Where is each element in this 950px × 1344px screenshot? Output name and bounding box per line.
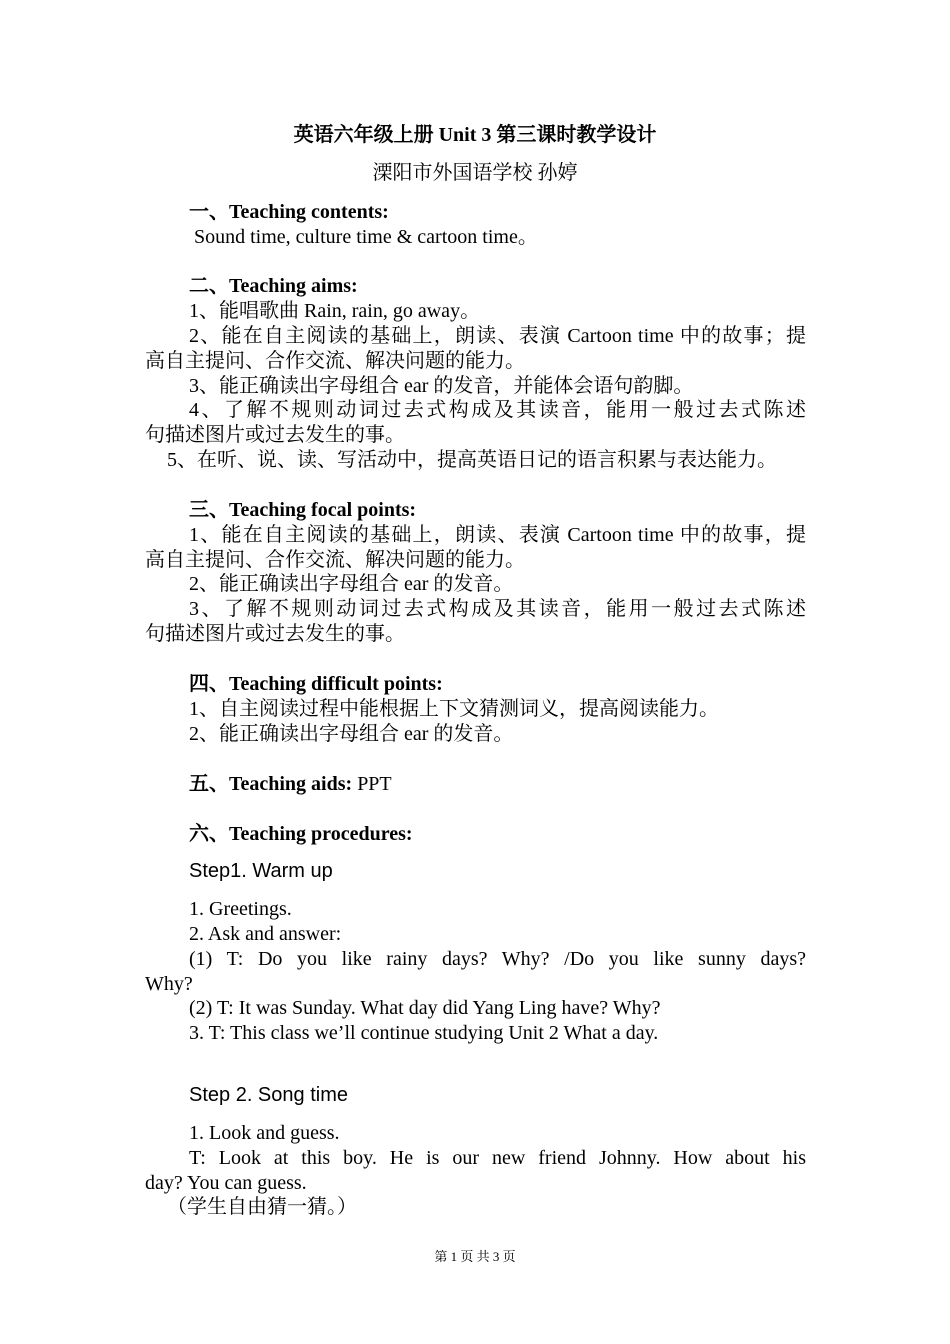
step2-heading: Step 2. Song time	[189, 1084, 348, 1106]
aim-item-2-cont: 高自主提问、合作交流、解决问题的能力。	[145, 350, 525, 372]
step1-heading: Step1. Warm up	[189, 860, 333, 882]
aim-item-4-cont: 句描述图片或过去发生的事。	[145, 424, 405, 446]
step2-line-2: T: Look at this boy. He is our new friend Johnny. How about his	[189, 1147, 806, 1169]
author-line: 溧阳市外国语学校 孙婷	[372, 162, 578, 184]
aim-item-3: 3、能正确读出字母组合 ear 的发音，并能体会语句韵脚。	[189, 375, 694, 397]
step1-line-1: 1. Greetings.	[189, 898, 292, 920]
focal-point-1-cont: 高自主提问、合作交流、解决问题的能力。	[145, 549, 525, 571]
focal-point-2: 2、能正确读出字母组合 ear 的发音。	[189, 573, 514, 595]
step1-line-3: (1) T: Do you like rainy days? Why? /Do you like sunny days?	[189, 948, 806, 970]
page-footer: 第 1 页 共 3 页	[434, 1249, 516, 1264]
contents-text: Sound time, culture time & cartoon time。	[194, 226, 538, 248]
document-title: 英语六年级上册 Unit 3 第三课时教学设计	[293, 124, 657, 146]
aids-line	[189, 772, 392, 797]
section-heading-focal-points: 三、Teaching focal points:	[189, 499, 417, 521]
step2-line-1: 1. Look and guess.	[189, 1122, 340, 1144]
aim-item-4: 4、了解不规则动词过去式构成及其读音，能用一般过去式陈述	[189, 399, 806, 421]
aim-item-1: 1、能唱歌曲 Rain, rain, go away。	[189, 300, 481, 322]
difficult-point-2: 2、能正确读出字母组合 ear 的发音。	[189, 723, 514, 745]
section-heading-difficult-points: 四、Teaching difficult points:	[189, 673, 443, 695]
focal-point-1: 1、能在自主阅读的基础上，朗读、表演 Cartoon time 中的故事，提	[189, 524, 806, 546]
aim-item-5: 5、在听、说、读、写活动中，提高英语日记的语言积累与表达能力。	[167, 449, 777, 471]
section-heading-procedures: 六、Teaching procedures:	[189, 823, 413, 845]
step1-line-5: 3. T: This class we’ll continue studying Unit 2 What a day.	[189, 1022, 659, 1044]
focal-point-3-cont: 句描述图片或过去发生的事。	[145, 623, 405, 645]
difficult-point-1: 1、自主阅读过程中能根据上下文猜测词义，提高阅读能力。	[189, 698, 719, 720]
step2-line-3: （学生自由猜一猜。）	[167, 1196, 357, 1218]
section-heading-aims: 二、Teaching aims:	[189, 275, 358, 297]
section-heading-contents: 一、Teaching contents:	[189, 201, 389, 223]
step1-line-3-cont: Why?	[145, 973, 193, 995]
aim-item-2: 2、能在自主阅读的基础上，朗读、表演 Cartoon time 中的故事；提	[189, 325, 806, 347]
aids-value: PPT	[352, 773, 392, 795]
section-heading-aids: 五、Teaching aids:	[189, 773, 353, 795]
focal-point-3: 3、了解不规则动词过去式构成及其读音，能用一般过去式陈述	[189, 598, 806, 620]
step1-line-2: 2. Ask and answer:	[189, 923, 342, 945]
step1-line-4: (2) T: It was Sunday. What day did Yang Ling have? Why?	[189, 997, 661, 1019]
step2-line-2-cont: day? You can guess.	[145, 1172, 307, 1194]
